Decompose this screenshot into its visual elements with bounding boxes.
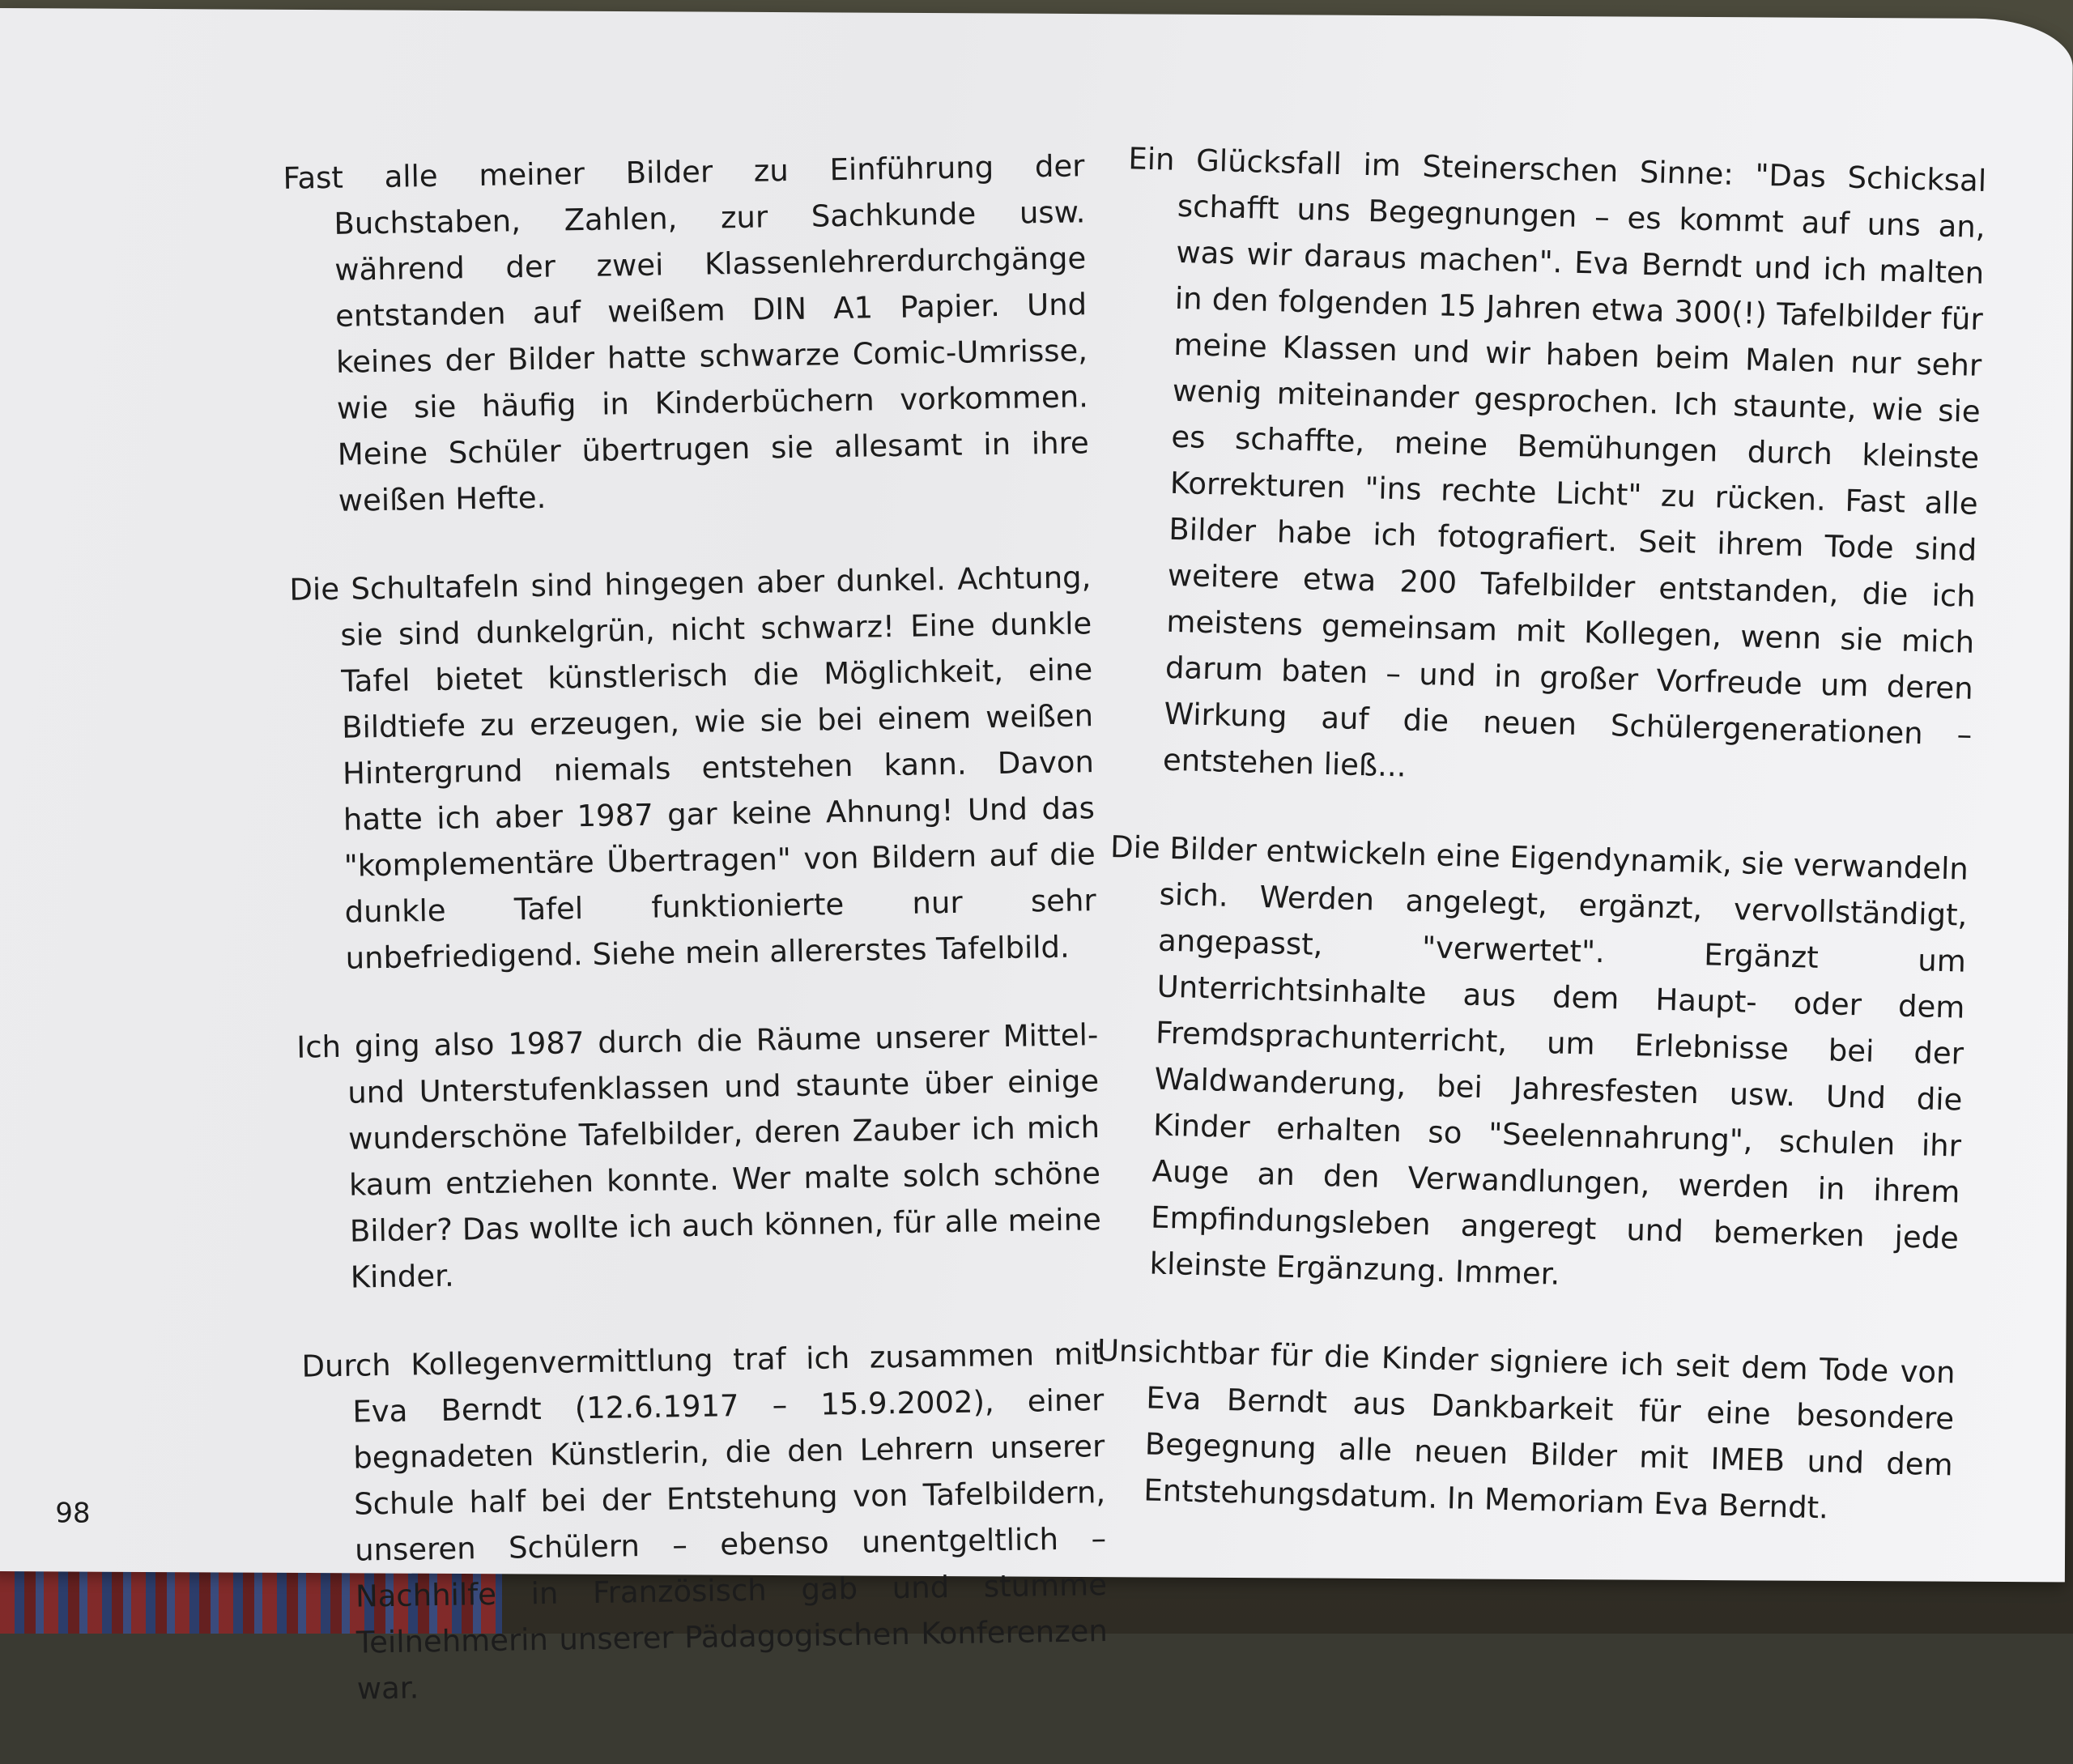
paragraph: Die Bilder entwickeln eine Eigendynamik, sie verwandeln sich. Werden angelegt, ergänzt, vervollständigt, angepasst, "verwertet". Ergänzt um Unterrichtsinhalte aus dem Haupt- oder dem Fremdsprachunterricht, um Erlebnisse bei der Waldwanderung, bei Jahresfesten usw. Und die Kinder erhalten so "Seelennahrung", schulen ihr Auge an den Verwandlungen, werden in ihrem Empfindungsleben angeregt und bemerken jede kleinste Ergänzung. Immer. bbox=[1109, 829, 1969, 1292]
paragraph: Ich ging also 1987 durch die Räume unserer Mittel- und Unterstufenklassen und staunte über einige wunderschöne Tafelbilder, deren Zauber ich mich kaum entziehen konnte. Wer malte solch schöne Bilder? Das wollte ich auch können, für alle meine Kinder. bbox=[296, 1017, 1102, 1295]
paragraph: Durch Kollegenvermittlung traf ich zusammen mit Eva Berndt (12.6.1917 – 15.9.2002), einer begnadeten Künstlerin, die den Lehrern unserer Schule half bei der Entstehung von Tafelbildern, unseren Schülern – ebenso unentgeltlich – Nachhilfe in Französisch gab und stumme Teilnehmerin unserer Pädagogischen Konferenzen war. bbox=[301, 1336, 1109, 1706]
paragraph: Die Schultafeln sind hingegen aber dunkel. Achtung, sie sind dunkelgrün, nicht schwarz! Eine dunkle Tafel bietet künstlerisch die Möglichkeit, eine Bildtiefe zu erzeugen, wie sie bei einem weißen Hintergrund niemals entstehen kann. Davon hatte ich aber 1987 gar keine Ahnung! Und das "komplementäre Übertragen" von Bildern auf die dunkle Tafel funktionierte nur sehr unbefriedigend. Siehe mein allererstes Tafelbild. bbox=[289, 560, 1096, 976]
paragraph: Unsichtbar für die Kinder signiere ich seit dem Tode von Eva Berndt aus Dankbarkeit für eine besondere Begegnung alle neuen Bilder mit IMEB und dem Entstehungsdatum. In Memoriam Eva Berndt. bbox=[1096, 1332, 1956, 1526]
paragraph: Ein Glücksfall im Steinerschen Sinne: "Das Schicksal schafft uns Begegnungen – es kommt auf uns an, was wir daraus machen". Eva Berndt und ich malten in den folgenden 15 Jahren etwa 300(!) Tafelbilder für meine Klassen und wir haben beim Malen nur sehr wenig miteinander gesprochen. Ich staunte, wie sie es schaffte, meine Bemühungen durch kleinste Korrekturen "ins rechte Licht" zu rücken. Fast alle Bilder habe ich fotografiert. Seit ihrem Tode sind weitere etwa 200 Tafelbilder entstanden, die ich meistens gemeinsam mit Kollegen, wenn sie mich darum baten – und in großer Vorfreude um deren Wirkung auf die neuen Schülergenerationen – entstehen ließ... bbox=[1127, 141, 1987, 784]
page-number: 98 bbox=[55, 1497, 91, 1530]
left-text-column bbox=[283, 143, 1109, 1754]
right-text-column bbox=[1092, 135, 1986, 1576]
book-page bbox=[0, 8, 2073, 1706]
paragraph: Fast alle meiner Bilder zu Einführung der Buchstaben, Zahlen, zur Sachkunde usw. während der zwei Klassenlehrerdurchgänge entstanden auf weißem DIN A1 Papier. Und keines der Bilder hatte schwarze Comic-Umrisse, wie sie häufig in Kinderbüchern vorkommen. Meine Schüler übertrugen sie allesamt in ihre weißen Hefte. bbox=[283, 148, 1090, 518]
